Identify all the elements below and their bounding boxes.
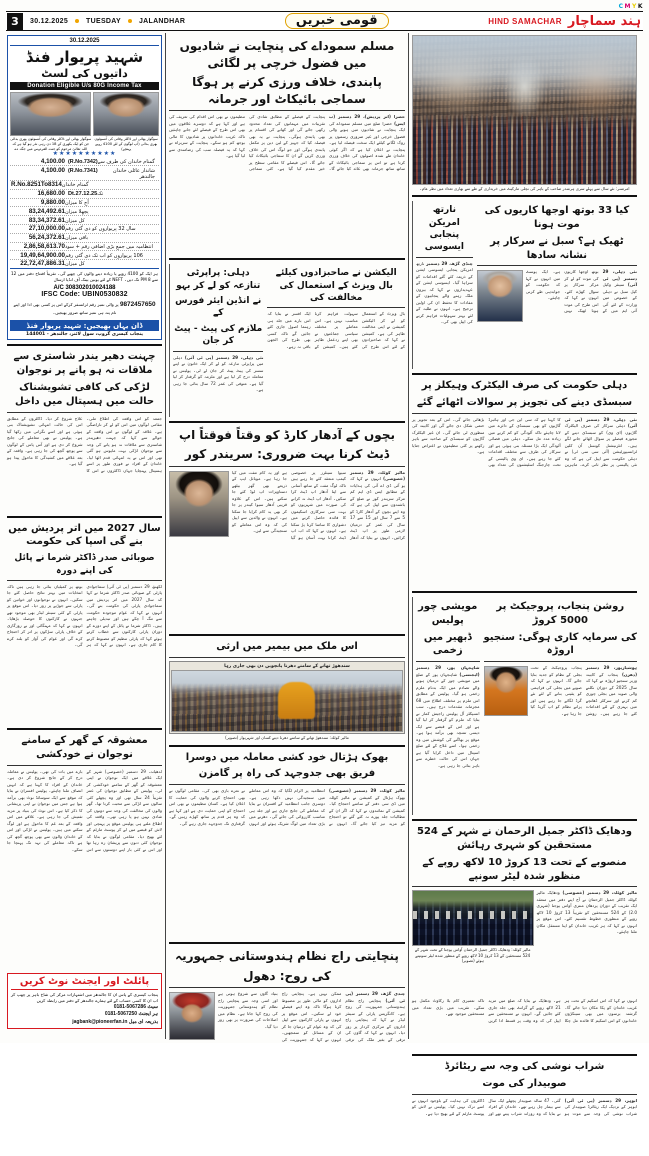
decorative-stars: ★★★★★★★★★★	[52, 150, 117, 158]
article-headline-line1: ودھایک ڈاکٹر جمیل الرحمان نے شہر کے 524 مستحقین کو شہری رہائش	[416, 826, 632, 851]
article-body-text: دہلی میں پراپرٹی تنازعہ کو لے کر ایک خاتون نے اپنے سسر کی پیٹ پیٹ کر جان لے لی۔ پولیس نے معاملہ درج کر لیا ہے اور ملزمہ کو گرفتار کر لیا گیا ہے۔ متوفی کی عمر 72 سال بتائی جا رہی ہے۔	[173, 354, 264, 393]
article-headline-line1: بچوں کے آدھار کارڈ کو وقتاً فوقتاً اپ	[179, 427, 395, 442]
article-body-text: پنجاب کے کابینہ وزیر سنجیو اروڑہ نے کہا کہ سال 2025 کے دوران نکلنے والی صوبہ میں بجلی چوری کم کرنے اور سرکلر ڈھانچے میں بہتری کے لئے اقدامات کئے جا رہے ہیں۔ روشن پنجاب پروجیکٹ کے تحت بجلی کے نظام کو جدید بنایا جائے گا۔	[530, 665, 637, 716]
article-headline: مویشی چور پولیس	[418, 600, 478, 626]
article-sibal	[477, 201, 637, 369]
donation-label: کل میزان	[65, 261, 85, 268]
article-body	[537, 890, 638, 998]
article-with-photo	[484, 665, 638, 815]
article-body-text: شاہجہاں پور کے ضلع میں مویشی چور کے درمیان ہونے والے تصادم میں ایک بدنام ملزم زخمی ہو گیا۔ پولیس کے مطابق اس ملزم پر مختلف اطلاع میں 68 مجرمانہ مقدمات درج ہیں۔	[416, 671, 480, 710]
article-body-text: نارتھ امریکن پنجابی ایسوسی ایشن کے ذریعہ کئے گئے اقدامات کو سراہا گیا۔	[416, 260, 473, 286]
article-headline: سال 2027 میں اتر پردیش میں بنے گی اسپا کی حکومت	[8, 522, 161, 548]
headline-divider	[412, 886, 637, 887]
donation-amount: 22,72,47,886.31	[20, 260, 65, 268]
donation-ref: (R.No.7341)	[68, 167, 98, 174]
donation-row	[10, 243, 159, 252]
advert-photo-man	[93, 92, 159, 136]
article-headline-line2: صوبیدار کی موت	[482, 1078, 567, 1090]
donation-row	[10, 181, 159, 190]
donation-label: انتظامیہ میں جمع بڑی اضافی رقم + سود	[65, 243, 153, 250]
article-headline-line1: دہلی: پراپرٹی تنازعہ کو لے کر بہو	[176, 268, 261, 291]
section-divider	[7, 516, 162, 518]
donation-row	[10, 199, 159, 208]
photo-block-housing	[412, 890, 534, 998]
donation-label: باقی میزان	[65, 235, 89, 242]
donation-amount: 83,24,492.61	[28, 207, 65, 215]
article-dateline: مالیر کوٹلہ، 29 دسمبر (خصوصی)	[329, 788, 405, 794]
article-body-text: ابوہر کے نزدیک ایک ریٹائرڈ صوبیدار کی شراب نوشی کی وجہ سے موت ہو گئی۔ 47 سالہ صوبیدار پچھلے ایک سال سے بیمار چل رہے تھے۔	[488, 1097, 637, 1116]
advert-donation-list	[10, 157, 159, 268]
donation-row-total	[10, 260, 159, 269]
section-divider	[412, 591, 637, 593]
article-with-photo	[169, 991, 405, 1103]
photo-block-amritsar-market	[412, 35, 637, 191]
headline-divider	[7, 765, 162, 766]
donation-amount: 83,34,372.61	[28, 216, 65, 224]
article-body: ابوہر، 29 دسمبر (پی ٹی آئی) ابوہر کے نزدیک ایک ریٹائرڈ صوبیدار کی شراب نوشی کی وجہ سے موت ہو گئی۔ 47 سالہ صوبیدار پچھلے ایک سال سے بیمار چل رہے تھے۔ خاندان کے افراد نے بتایا کہ وہ روزانہ شراب پیتے تھے اور ڈاکٹروں کی ہدایت کے باوجود انہوں نے اسے ترک نہیں کیا۔ پولیس نے لاش کو پوسٹ مارٹم کے لئے بھیج دیا ہے۔	[412, 1097, 638, 1116]
advert-note: ہر ایک کو 4100 روپے یا زیادہ دینے والوں کی چھپے گی۔ تقریباً افتتاح دفتر میں 12 سے 8 PM تک دیں۔ NEFT کے لئے یونین بینک آف انڈیا ارسال	[11, 270, 158, 283]
photo-dharna	[171, 670, 403, 732]
donation-amount: 4,100.00	[40, 166, 65, 174]
article-dateline: نئی دہلی، 29 دسمبر (پی ٹی آئی)	[184, 354, 264, 360]
article-headline-line1: چہنت دھیر یندر شاستری سے ملاقات نہ ہو پانے پر نوجوان	[13, 351, 156, 377]
article-dateline: نئی دہلی، 29 دسمبر (پی ٹی آئی)	[602, 269, 638, 288]
section-title	[185, 13, 488, 29]
headline-divider	[169, 110, 405, 111]
two-article-row	[169, 264, 405, 416]
article-body: جمعہ کو اس واقعہ کی اطلاع ملی۔ مقامی لوگوں میں اس کو لے کر ناراضگی ہے۔ علاقہ کے لوگوں نے اس واقعہ کے حوالے سے کہا کہ چہنت دھیریندر شاستری سے ملاقات نہ ہو پانے کی وجہ سے نوجوان لڑکی بہت مایوس ہو گئی تھی اور اس نے یہ انتہائی قدم اٹھا لیا۔ خاندان کے افراد نے فوری طور پر اسے ہسپتال پہنچایا جہاں ڈاکٹروں نے اس کا علاج شروع کر دیا۔ ڈاکٹروں کے مطابق اس کی حالت انتہائی تشویشناک بنی ہوئی ہے اور اسے نگرانی میں رکھا گیا ہے۔ پولیس نے بھی معاملے کی جانچ شروع کر دی ہے اور آس پاس کے لوگوں سے پوچھ گچھ کی جا رہی ہے۔ واقعہ کے بعد علاقے میں کشیدگی کا ماحول پیدا ہو گیا ہے۔	[7, 415, 162, 473]
advert-photo-caption-left: سوگوار بھائی اور ڈاکٹر وفاتی کی آنسوئوں بھری بدائی جن کو ایک بکھری کے 18 دن رہی نذر ہو گیا ہے کہ اللہ تعالیٰ مرحوم کو جنت الفردوس میں جگہ دے	[10, 136, 92, 151]
article-headline-line2: کی سرمایہ کاری ہوگی: سنجیو اروڑہ	[483, 631, 637, 657]
article-headline: اس ملک میں بیمیر میں ارثی	[216, 640, 358, 652]
advert-red-body: پنجاب کیسری کے پاس ان کا جالندھر میں اشتہارات مرکز کی شاخ باہر پر چھپ کر اب ان کا کسی حساب کے لئے ہمارے جالندھر کے دفتر میں رابطہ کریں	[11, 991, 158, 1003]
donation-row	[10, 251, 159, 260]
article-muslim-panchayat	[169, 38, 405, 254]
article-with-photo	[477, 269, 637, 369]
brand-logo-urdu: ہند سماچار	[567, 13, 641, 29]
column-right	[409, 33, 640, 1116]
headline-divider	[169, 466, 405, 467]
donation-amount: 9,880.00	[40, 198, 65, 206]
headline-divider	[412, 413, 637, 414]
article-roshan-punjab	[484, 597, 638, 815]
article-dateline: چندی گڑھ، 29 دسمبر (پی ٹی آئی)	[345, 991, 405, 1003]
article-body: چنڈی گڑھ، 29 دسمبر نارتھ امریکن پنجابی ایسوسی ایشن کے ذریعہ کئے گئے اقدامات کو سراہا گیا۔ ایسوسی ایشن کے عہدیداروں نے کہا کہ بیرون ملک رہنے والے پنجابیوں کے مفادات کا تحفظ ان کی اولین ترجیح ہے۔ انہوں نے طلبہ کے لئے بہتر سہولیات فراہم کرنے کی اپیل بھی کی۔	[416, 260, 473, 325]
photo-kapil-sibal	[477, 270, 523, 322]
separator-dot-icon	[128, 19, 132, 23]
headline-divider	[173, 351, 263, 352]
advert-date: 30.12.2025	[10, 38, 159, 46]
masthead	[6, 11, 643, 31]
headline-divider	[267, 307, 405, 308]
article-delhi-ev	[412, 379, 637, 587]
advert-photo-strip	[10, 92, 159, 136]
article-cattle-thief	[412, 597, 480, 815]
page-number-badge: 3	[7, 13, 23, 30]
cmyk-y: Y	[631, 3, 637, 10]
article-body: بال ویزٹ کے استعمال کو لے کر الیکشن کمیشن نے اپنی مخالفت ظاہر کی ہے۔ کمیشن نے کہا کہ صاحبزادوں کے لئے اس طرح کی سہولت فراہم کرنا مناسب نہیں ہے۔ اس معاملے پر مختلف سیاسی جماعتوں نے بھی اپنے ردعمل ظاہر کئے ہیں۔ کمیشن کے ایک افسر نے بتایا کہ اس بارے میں جلد ہی رہنما اصول جاری کئے جائیں گے تاکہ کسی بھی طرح کی الجھن باقی نہ رہے۔	[267, 311, 405, 349]
advert-phone-instruction: پر والی نمبر رقم ٹرانسفر کرکے اس پر کسی بھی ادا اور اپنے نام پتہ ہی نمبر ساتھ ضرور بھیجیں۔	[13, 302, 119, 316]
cmyk-k: K	[637, 3, 643, 10]
section-title-urdu: قومی خبریں	[285, 13, 389, 29]
donation-row	[10, 207, 159, 216]
article-shastri-visit	[7, 350, 162, 511]
section-divider	[412, 373, 637, 375]
section-divider	[412, 1054, 637, 1056]
advert-account-number: A/C 308302010024188	[53, 285, 116, 292]
article-headline-line3: ملازم کی پیٹ - پیٹ کر جان	[174, 323, 263, 347]
article-body: ہوشیارپور، 29 دسمبر (دھرن) پنجاب کے کابینہ وزیر سنجیو اروڑہ نے کہا کہ سال 2025 کے دوران نکلنے والی صوبہ میں بجلی چوری کم کرنے اور سرکلر ڈھانچے میں بہتری کے لئے اقدامات کئے جا رہے ہیں۔ روشن پنجاب پروجیکٹ کے تحت بجلی کے نظام کو جدید بنایا جائے گا۔ انہوں نے کہا کہ صوبے میں بجلی کی فراہمی کو یقینی بنانے کے لئے نئے گرڈ لگائے جا رہے ہیں اور پرانے نظام کو اپ گریڈ کیا جا رہا ہے۔	[530, 665, 637, 716]
lead-dateline: حضرا (اتر پردیش)، 29 دسمبر (ب ایس)	[329, 114, 405, 126]
article-body: لکھنؤ، 29 دسمبر (پی ٹی آئی) سماجوادی پارٹی کے صوبائی صدر ڈاکٹر شرما نے کہا کہ سال 2027 میں اتر پردیش میں سماجوادی پارٹی کی حکومت بنے گی۔ انہوں نے کہا کہ عوام موجودہ حکومت سے تنگ آ چکے ہیں اور تبدیلی چاہتے ہیں۔ ڈاکٹر شرما نے پائل کے اپنے دورے کے دوران پارٹی کارکنوں سے خطاب کرتے ہوئے کہا کہ پارٹی تنظیم کو مضبوط کرنے کا کام جاری ہے۔ انہوں نے کہا کہ ہر بوتھ پر کمیٹیاں بنائی جا رہی ہیں تاکہ انتخابات میں بہتر نتائج حاصل کئے جا سکیں۔ انہوں نے نوجوانوں اور خواتین کو پارٹی سے جوڑنے پر زور دیا۔ اس موقع پر پارٹی کے کئی سینئر لیڈر بھی موجود تھے جنہوں نے کارکنوں کا حوصلہ بڑھایا۔ انہوں نے کہا کہ مہنگائی اور بے روزگاری کے خلاف پارٹی سڑکوں پر اتر کر احتجاج کرے گی اور عوام کی آواز کو بلند کرے گی۔	[7, 583, 163, 648]
article-headline-line2: منصوبے کے تحت 13 کروڑ 10 لاکھ روپے کے منظور شدہ لیٹر سونپے	[422, 856, 627, 882]
page-body	[4, 33, 645, 1116]
article-hunger-strike	[169, 751, 405, 939]
headline-divider	[7, 580, 162, 581]
article-dateline: مالیر کوٹلہ، 29 دسمبر (خصوصی)	[350, 469, 406, 482]
donation-row	[10, 190, 159, 199]
article-photo-text-row	[412, 890, 637, 998]
article-headline-2: کی روح: دھول	[243, 968, 331, 983]
section-divider	[169, 745, 405, 747]
headline-divider	[416, 257, 473, 258]
article-headline-line2: لڑکی کی کافی تشویشناک حالت میں ہسپتال میں داخل	[14, 381, 155, 407]
article-punjabi-association	[412, 201, 473, 369]
donation-row	[10, 234, 159, 243]
headline-divider	[412, 1094, 637, 1095]
cmyk-c: C	[618, 3, 624, 10]
donation-label: گمنام خاندان کی طرف سے	[97, 158, 155, 165]
donation-label: 106 پریواروں کو اب تک دی گئی رقم	[65, 252, 143, 259]
column-middle	[166, 33, 409, 1042]
photo-banner-caption: سندھوڑ تھانے کے سامنے دھرنا پانچویں دن بھی جاری رہا	[224, 663, 350, 669]
photo-caption: امرتسر: نئے سال سے پہلے سری ہرمندر صاحب کے باہر کی نچلی مارکیٹ میں خریداری کے طے سے بھاری تعداد میں نظر عام۔	[419, 186, 630, 191]
masthead-day: TUESDAY	[86, 17, 121, 25]
advert-phone-number[interactable]: 9872457650	[119, 301, 156, 309]
separator-dot-icon	[75, 19, 79, 23]
article-body: لدھیانہ، 29 دسمبر (خصوصی) شہر کے ایک علاقے میں ایک نوجوان نے اپنی معشوقہ کے گھر کے سامنے خودکشی کر لی۔ پولیس کے مطابق نوجوان کی عمر تقریباً 24 سال تھی اور وہ پچھلے کئی سالوں سے لڑکی سے محبت کرتا تھا۔ گھر والوں کی مخالفت کی وجہ سے دونوں کی شادی نہیں ہو پا رہی تھی۔ واقعہ کی اطلاع ملتے ہی پولیس موقع پر پہنچی اور لاش کو قبضے میں لے کر پوسٹ مارٹم کے لئے بھیج دیا۔ مقامی لوگوں نے بتایا کہ نوجوان کئی دنوں سے پریشان رہ رہا تھا اور اس نے کئی بار اپنے دوستوں سے اس بارے میں بات کی تھی۔ پولیس نے معاملہ درج کر کے جانچ شروع کر دی ہے۔ خاندان کے افراد کا کہنا ہے کہ انہیں انصاف ملنا چاہئے۔ پولیس افسران نے بتایا کہ موقع سے ایک سوسائڈ نوٹ بھی برآمد ہوا ہے جس میں نوجوان نے اپنی پریشانی کا ذکر کیا ہے۔ اس نوٹ کی بنیاد پر مزید تفتیش کی جا رہی ہے۔ علاقے میں اس واقعہ کے بعد غم کا ماحول ہے اور لوگ سکتے میں ہیں۔ پولیس نے لڑکی اور اس کے خاندان والوں سے بھی پوچھ گچھ کی ہے تاکہ معاملے کی تہہ تک پہنچا جا سکے۔	[7, 768, 163, 852]
donation-row	[10, 216, 159, 225]
article-headline-line2: سبسڈی دینے کی تجویز پر سوالات اٹھائے گئے	[416, 397, 633, 409]
photo-caption: مالیر کوٹلہ: سندھوڑ تھانے کے سامنے دھرنا دیتے کسان اور شہریوار (تصویر)	[225, 735, 349, 741]
donation-label: تک	[97, 191, 104, 198]
donation-amount: 16,680.00	[37, 190, 65, 198]
article-headline-line1: بھوک ہڑتال خود کشی معاملہ میں دوسرا	[185, 751, 389, 763]
article-dateline: شاہجہاں پور، 29 دسمبر (ایجنسی)	[416, 665, 480, 677]
donation-ref: Dt.27.12.25	[68, 191, 98, 198]
article-body	[526, 269, 637, 369]
advert-footer-banner: ڈان یہاں بھیجیں: شہید پریوار فنڈ	[10, 320, 159, 331]
advert-red-contact-0[interactable]: 0181-5067286 سیٹ	[113, 1004, 158, 1011]
article-headline-2: ڈبھیر میں زخمی	[423, 631, 472, 657]
article-body-text: ودھایک مالیر کوٹلہ ڈاکٹر جمیل الرحمان نے آج اپنے دفتر میں منعقد ایک تقریب کے دوران پردھان منتری آواس یوجنا (شہری 2.0) کے 524 مستحقین کو تقریباً 13 کروڑ 10 لاکھ روپے کے منظوری خطوط تقسیم کئے۔ اس موقع پر انہوں نے کہا کہ ہر غریب خاندان کو اپنا مستقل مکان ملنا چاہئے۔	[536, 890, 638, 935]
advert-subtitle: داتیوں کی لسٹ	[41, 66, 128, 80]
donation-row	[10, 157, 159, 166]
donation-amount: 56,24,372.61	[28, 234, 65, 242]
article-subheadline: صوبائی صدر ڈاکٹر شرما نے پائل کی اپنے دورہ	[14, 553, 155, 576]
article-with-photo	[169, 470, 405, 630]
article-aadhar-eyebrow	[267, 264, 405, 416]
advert-tax-banner: Donation Eligible U/s 80G Income Tax	[10, 82, 159, 90]
advert-red-title: پائلٹ اور ایجنٹ نوٹ کریں	[11, 976, 158, 990]
article-dateline: ابوہر، 29 دسمبر (پی ٹی آئی)	[564, 1097, 638, 1103]
photo-housing-ceremony	[412, 890, 534, 946]
donation-amount: 19,49,64,900.00	[20, 251, 65, 259]
headline-divider	[169, 784, 405, 785]
lead-headline-line1: مسلم سموداے کی پنچایت نے شادیوں میں فضول خرچی پر لگائی	[179, 39, 395, 70]
article-body-text: سینئر وکیل کپل سبل نے دہلی کے خصوص میں وزارت کے لئے آئی آئی ایم میں کے بوتھ اوجھا کاریوں کی موت کو لے کر مرکز سرکار پر سوال کھڑے کئے۔ انہوں نے کہا کہ اس طرح کی موت ہونا ٹھیک نہیں ہے۔ ایک پوسٹ میں انہوں نے کہا کہ حکومت کو جوابدہی طے کرنی چاہئے۔	[525, 269, 637, 314]
advert-agents-notice	[7, 973, 162, 1029]
column-left	[4, 33, 166, 1039]
section-divider	[169, 942, 405, 944]
donation-label: گمنام خاندان	[61, 182, 89, 189]
article-dateline: مالیر کوٹلہ، 29 دسمبر (خصوصی)	[562, 890, 638, 896]
headline-divider	[484, 661, 638, 662]
article-headline: نارتھ امریکن پنجابی ایسوسی	[424, 205, 464, 253]
donation-amount: 2,86,58,613.70	[23, 242, 65, 250]
headline-divider	[477, 265, 637, 266]
advert-photo-couple	[10, 92, 91, 136]
article-body: مالیر کوٹلہ، 29 دسمبر (خصوصی) بھوک ہڑتال کے کمیشن نے مالیر کوٹلہ میں ڈی سی دفتر کے سامنے احتجاج کیا۔ کمیشن کے نمائندوں نے کہا کہ اگر ان کے مطالبات جلد پورے نہ کئے گئے تو احتجاج کو مزید تیز کیا جائے گا۔ انہوں نے انتظامیہ پر الزام لگایا کہ وہ اس معاملے میں سنجیدگی نہیں دکھا رہی ہے۔ دوسری جانب انتظامیہ کے افسران نے بتایا کہ معاملے کی جانچ جاری ہے اور جلد ہی مناسب کارروائی کی جائے گی۔ دھرنے میں بڑی تعداد میں لوگ شریک ہوئے اور انہوں نے نعرے بازی بھی کی۔ مقامی لوگوں نے بھی احتجاج کرنے والوں کی حمایت کا اعلان کیا ہے۔ کسان تنظیموں نے بھی اس احتجاج کو اپنی حمایت دی ہے اور کہا ہے کہ وہ ہر قدم پر ساتھ کھڑے رہیں گے۔ گرفتاری تک جدوجہد جاری رہے گی۔	[169, 788, 405, 826]
article-protest	[169, 640, 405, 741]
lead-body-text: حضرا ضلع میں مسلم سموداے کی ایک پنچایت نے شادیوں میں ہونے والی فضول خرچی اور غیر ضروری رسموں پر روک لگانے کیلئے ایک سخت فیصلہ لیا ہے۔ پنچایت نے اعلان کیا ہے کہ اگر کوئی خاندان طے شدہ اصولوں کی خلاف ورزی کرتا ہے تو اس پر سماجی بائیکاٹ کے ساتھ ساتھ جرمانہ بھی عائد کیا جائے گا۔ پنچایت کے فیصلے کے مطابق شادی کی تقریبات میں مہمانوں کی تعداد محدود رکھی جائے گی اور کھانے کی اقسام پر بھی پابندی ہوگی۔	[249, 114, 405, 172]
donation-label: شاندار عائلی خاندان جالندھر	[112, 167, 155, 180]
article-body-text: بھوک ہڑتال کے کمیشن نے مالیر کوٹلہ میں ڈی سی دفتر کے سامنے احتجاج کیا۔	[329, 794, 405, 807]
article-body	[173, 355, 263, 417]
article-headline-line2: نے انڈین ایئر فورس کے	[175, 296, 262, 319]
cmyk-color-bar	[619, 3, 643, 10]
advert-red-contact-2[interactable]: jagbank@pioneerfan.in بذریعہ ای میل	[72, 1018, 158, 1025]
section-divider	[169, 258, 405, 260]
advert-phone-note	[10, 298, 159, 318]
article-dateline: نئی دہلی، 29 دسمبر (پی ٹی آئی)	[564, 416, 637, 429]
advert-footer-address: پنجاب کیسری گروپ، سول لائنز، جالندھر - 144001	[26, 332, 143, 338]
advert-photo-caption-right: سوگوار بھائی اور ڈاکٹر وفاتی کی آنسوئوں بھری بدائی (آپ لوگوں کے لئے 4100 روپے پہنچے)	[94, 136, 158, 151]
article-body-text: پنچایتی راج نظام ہندوستانی جمہوریت کی روح ہے۔ کانگریس پارٹی کے سینئر لیڈر نے کہا کہ پنچایتی راج اداروں کے مرکزی کردار پر زور دیا۔	[345, 997, 405, 1036]
article-headline-line1: دہلی حکومت کی صرف الیکٹرک وہیکلز پر	[421, 380, 628, 392]
masthead-city: JALANDHAR	[138, 17, 186, 25]
article-body: چندی گڑھ، 29 دسمبر (پی ٹی آئی) پنچایتی راج نظام ہندوستانی جمہوریت کی روح ہے۔ کانگریس پارٹی کے سینئر لیڈر نے کہا کہ پنچایتی راج اداروں کے مرکزی کردار پر زور دیا۔ انہوں نے کہا کہ گاوں کی ترقی کے بغیر ملک کی ترقی ممکن نہیں ہے۔ پنچایتی راج اداروں کو مالی طور پر مضبوط کرنا ہوگا تاکہ وہ اپنے فیصلے خود لے سکیں۔ اس موقع پر انہوں نے پارٹی کارکنوں سے اپیل کی کہ وہ عوام کے درمیان جا کر ان کے مسائل کو سمجھیں۔ انہوں نے کہا کہ جمہوریت کی بنیاد گاوں سے شروع ہوتی ہے اور اسی وجہ سے پنچایتی راج نظام کو ہندوستانی جمہوریت کی روح کہا جاتا ہے۔ نظام میں اصلاحات کی ضرورت پر بھی زور دیا گیا۔	[218, 991, 405, 1042]
section-divider	[412, 819, 637, 821]
headline-divider	[7, 412, 162, 413]
donation-row	[10, 225, 159, 234]
headline-divider	[416, 661, 480, 662]
article-headline: معشوقہ کے گھر کے سامنے نوجوان نے خودکشی	[21, 734, 148, 760]
article-body-text: انہوں نے کہا کہ یو آئی ڈی اے آئی کی ہدایات کے مطابق ایس ڈی ایم کم مرکز سریندر کور نے ضلع کے باشندوں سے اپیل کی ہے کہ وہ اپنے بچوں کے آدھار کارڈ کو 5 سے 7 سال اور 15 سے 17 سال کی عمر کے درمیان لازمی طور پر اپ ڈیٹ کرائیں۔ انہوں نے بتایا کہ آدھار سیوا سینٹرز پر خصوصی کیمپ منعقد کئے جا رہے ہیں تاکہ لوگ مفت کے ساتھ آسانی سے اپنا آدھار اپ ڈیٹ کرا سکیں۔	[291, 469, 405, 540]
article-up-2027	[7, 522, 162, 724]
donation-amount: 27,10,000.00	[28, 225, 65, 233]
article-youth-suicide	[7, 734, 162, 969]
cmyk-m: M	[624, 3, 631, 10]
section-divider	[412, 195, 637, 197]
article-delhi-property	[169, 264, 263, 416]
masthead-date: 30.12.2025	[30, 17, 69, 25]
article-eyebrow-headline: الیکشن نے صاحبزادوں کیلئے بال ویزٹ کے استعمال کی مخالفت کی	[275, 268, 397, 303]
headline-divider	[169, 987, 405, 988]
photo-surinder-kaur	[169, 471, 229, 537]
photo-sanjeev-arora	[484, 666, 528, 716]
lead-headline-line2: پابندی، خلاف ورزی کرنے پر ہوگا سماجی بائیکاٹ اور جرمانہ	[192, 75, 382, 106]
article-headline-line2: فریق بھی جدوجہد کی راہ پر گامزن	[198, 768, 376, 780]
article-headline-line2: ڈیٹ کرنا بہت ضروری: سریندر کور	[184, 447, 390, 462]
lead-article-body: حضرا (اتر پردیش)، 29 دسمبر (ب ایس) حضرا ضلع میں مسلم سموداے کی ایک پنچایت نے شادیوں میں ہونے والی فضول خرچی اور غیر ضروری رسموں پر روک لگانے کیلئے ایک سخت فیصلہ لیا ہے۔ پنچایت نے اعلان کیا ہے کہ اگر کوئی خاندان طے شدہ اصولوں کی خلاف ورزی کرتا ہے تو اس پر سماجی بائیکاٹ کے ساتھ ساتھ جرمانہ بھی عائد کیا جائے گا۔ پنچایت کے فیصلے کے مطابق شادی کی تقریبات میں مہمانوں کی تعداد محدود رکھی جائے گی اور کھانے کی اقسام پر بھی پابندی ہوگی۔ پنچایت نے یہ بھی فیصلہ کیا کہ جہیز کے لین دین پر مکمل پابندی ہوگی اور جو لوگ اس کی خلاف ورزی کریں گے ان کا سماجی بائیکاٹ کیا جائے گا۔ اس فیصلے کا مقامی سطح پر خیر مقدم کیا گیا ہے۔ کئی سماجی تنظیموں نے بھی اس اقدام کی تعریف کی ہے اور کہا ہے کہ دوسرے علاقوں میں بھی اس طرح کے فیصلے لئے جانے چاہئیں تاکہ غریب خاندانوں پر شادیوں کا مالی بوجھ کم ہو سکے۔ پنچایت کے سربراہ نے کہا کہ یہ فیصلہ سب کی رضامندی سے لیا گیا ہے۔	[169, 114, 405, 172]
donation-row	[10, 166, 159, 181]
article-headline: پنچایتی راج نظام ہندوستانی جمہوریہ	[175, 949, 399, 964]
article-body-continued: انہوں نے کہا کہ اس اسکیم کے تحت ہر غریب خاندان کو پکا مکان دیا جائے گا۔ گزشتہ برسوں میں بھی سینکڑوں خاندانوں کو اس اسکیم کا فائدہ مل چکا ہے۔ ودھایک نے بتایا کہ ضلع میں مزید 21 لاکھ روپے کے گرانٹ بھی جلد جاری کئے جائیں گے۔ انہوں نے مستحقین سے اپیل کی کہ وہ وقت پر قسط ادا کریں تاکہ تعمیری کام بلا رکاوٹ مکمل ہو سکے۔ تقریب میں بڑی تعداد میں مستحقین موجود تھے۔	[412, 998, 637, 1023]
article-headline-line1: روشن پنجاب، پروجیکٹ پر 5000 کروڑ	[496, 600, 625, 626]
section-divider	[7, 728, 162, 730]
article-headline-line2: ٹھیک ہے؟ سبل نے سرکار پر نشانہ سادھا	[490, 235, 624, 261]
headline-divider	[169, 657, 405, 658]
article-body-text: دہلی سرکار کی صرف الیکٹرک گاڑیوں (ای وی) کو سبسڈی دینے کے مجوزہ فیصلے پر سوال اٹھائے جانے لگے ہیں۔ انٹرنیشنل کونسل آن کلین ٹرانسپورٹیشن (آئی سی سی ٹی) نے دہلی حکومت سے اپیل کی ہے کہ وہ نئی پالیسی پر نظر ثانی کرے۔	[564, 423, 637, 468]
section-divider	[7, 344, 162, 346]
advert-title: شہید پریوار فنڈ	[25, 48, 144, 66]
donation-ref: (R.No.7342)	[68, 158, 98, 165]
two-article-row	[412, 597, 637, 815]
article-panchayati-raj	[169, 948, 405, 1103]
two-article-row	[412, 201, 637, 369]
article-body: مالیر کوٹلہ، 29 دسمبر (خصوصی) انہوں نے کہا کہ یو آئی ڈی اے آئی کی ہدایات کے مطابق ایس ڈی ایم کم مرکز سریندر کور نے ضلع کے باشندوں سے اپیل کی ہے کہ وہ اپنے بچوں کے آدھار کارڈ کو 5 سے 7 سال اور 15 سے 17 سال کی عمر کے درمیان لازمی طور پر اپ ڈیٹ کرائیں۔ انہوں نے بتایا کہ آدھار سیوا سینٹرز پر خصوصی کیمپ منعقد کئے جا رہے ہیں تاکہ لوگ مفت کے ساتھ آسانی سے اپنا آدھار اپ ڈیٹ کرا سکیں۔ آدھار اپ ڈیٹ نہ کرانے کی صورت میں شہریوں کو بہت سی سرکاری اسکیموں کا فائدہ حاصل کرنے میں دشواری کا سامنا کرنا پڑ سکتا ہے۔ انہوں نے کہا کہ اب اپ ڈیٹ کرانا بہت آسان ہو گیا ہے اور یہ کام مفت میں کیا جا رہا ہے۔ موبائل ایپ کے ذریعے بھی گھر بیٹھے دستاویزات اپ لوڈ کئے جا سکتے ہیں۔ اس کے علاوہ قریبی آدھار سیوا کیندر پر جا کر بھی یہ کام کرایا جا سکتا ہے۔ انہوں نے والدین سے اپیل کی کہ وہ اس معاملے کو سنجیدگی سے لیں۔	[232, 469, 406, 540]
advert-shaheed-parivar-fund	[7, 35, 162, 340]
section-divider	[169, 634, 405, 636]
article-dateline: ہوشیارپور، 29 دسمبر (دھرن)	[585, 665, 637, 677]
photo-amritsar-market	[412, 35, 637, 185]
article-aadhar-update	[169, 427, 405, 630]
donation-amount: 4,100.00	[40, 157, 65, 165]
article-body: شاہجہاں پور، 29 دسمبر (ایجنسی) شاہجہاں پور کے ضلع میں مویشی چور کے درمیان ہونے والے تصادم میں ایک بدنام ملزم زخمی ہو گیا۔ پولیس کے مطابق اس ملزم پر مختلف اطلاع میں 68 مجرمانہ مقدمات درج ہیں۔ سب انسپکٹر آل پولیس راجیش کمار نے بتایا کہ ملزم کو گرفتار کر لیا گیا ہے اور اس کے قبضے سے ایک دیسی تمنچہ بھی برآمد ہوا ہے۔ موقع پر بھاگنے کی کوشش میں وہ زخمی ہوا۔ اسے علاج کے لئے ضلع اسپتال میں داخل کرایا گیا ہے جہاں اس کی حالت خطرے سے باہر بتائی جا رہی ہے۔	[416, 665, 480, 768]
advert-ifsc-code: IFSC Code: UBIN0530832	[41, 291, 128, 299]
photo-block-protest	[169, 661, 405, 735]
donation-label: آج کا میزان	[65, 199, 89, 206]
photo-caption: مالیر کوٹلہ: ودھایک ڈاکٹر جمیل الرحمان آواس یوجنا کے تحت شہر کے 524 مستحقین کے 13 کروڑ 10 لاکھ روپے کے منظور شدہ لیٹر سونپتے ہوئے (تصویر)	[414, 947, 531, 963]
article-dateline: چنڈی گڑھ، 29 دسمبر	[426, 260, 473, 266]
photo-politician-turban	[169, 992, 215, 1040]
article-headline-line1: کیا 33 بوتھ اوجھا کاریوں کی موت ہونا	[484, 205, 630, 230]
article-body: نئی دہلی، 29 دسمبر (پی ٹی آئی) دہلی سرکار کی صرف الیکٹرک گاڑیوں (ای وی) کو سبسڈی دینے کے مجوزہ فیصلے پر سوال اٹھائے جانے لگے ہیں۔ انٹرنیشنل کونسل آن کلین ٹرانسپورٹیشن (آئی سی سی ٹی) نے دہلی حکومت سے اپیل کی ہے کہ وہ نئی پالیسی پر نظر ثانی کرے۔ ماہرین کا کہنا ہے کہ سی این جی اور ہائبرڈ گاڑیوں کو بھی سبسڈی کے دائرے میں لانا چاہئے تاکہ آلودگی کو کم کرنے میں زیادہ مدد مل سکے۔ دہلی میں فضائی آلودگی ایک بڑا مسئلہ بنی ہوئی ہے اور سرکار کی طرف سے مختلف اقدامات کئے جا رہے ہیں۔ ای وی پالیسی کے تحت چارجنگ اسٹیشنوں کی تعداد بھی بڑھائی جائے گی۔ اس کے بعد تجویز پر حتمی شکل دی جائے گی اور کابینہ کی منظوری لی جائے گی۔ ان غیر الیکٹرک گاڑیوں کو سبسڈی کے صاحبہ سے باہر رکھنے پر کئی تنظیموں نے اعتراض جتایا ہے۔	[412, 416, 637, 468]
donation-ref: R.No.8251To8314	[11, 181, 62, 189]
donation-label: سال 32 پریواروں کو دی گئی رقم	[65, 226, 136, 233]
article-headline-line1: شراب نوشی کی وجہ سے ریٹائرڈ	[444, 1061, 605, 1073]
donation-label: پچھلا میزان	[65, 208, 89, 215]
brand-name-english: HIND SAMACHAR	[488, 16, 562, 26]
section-divider	[169, 421, 405, 423]
advert-red-contact-1[interactable]: 0181-5067250 ہر ایجنٹ	[104, 1011, 158, 1018]
article-housing-scheme	[412, 825, 637, 1050]
donation-label: کل میزان	[65, 217, 85, 224]
article-liquor-death	[412, 1060, 637, 1156]
